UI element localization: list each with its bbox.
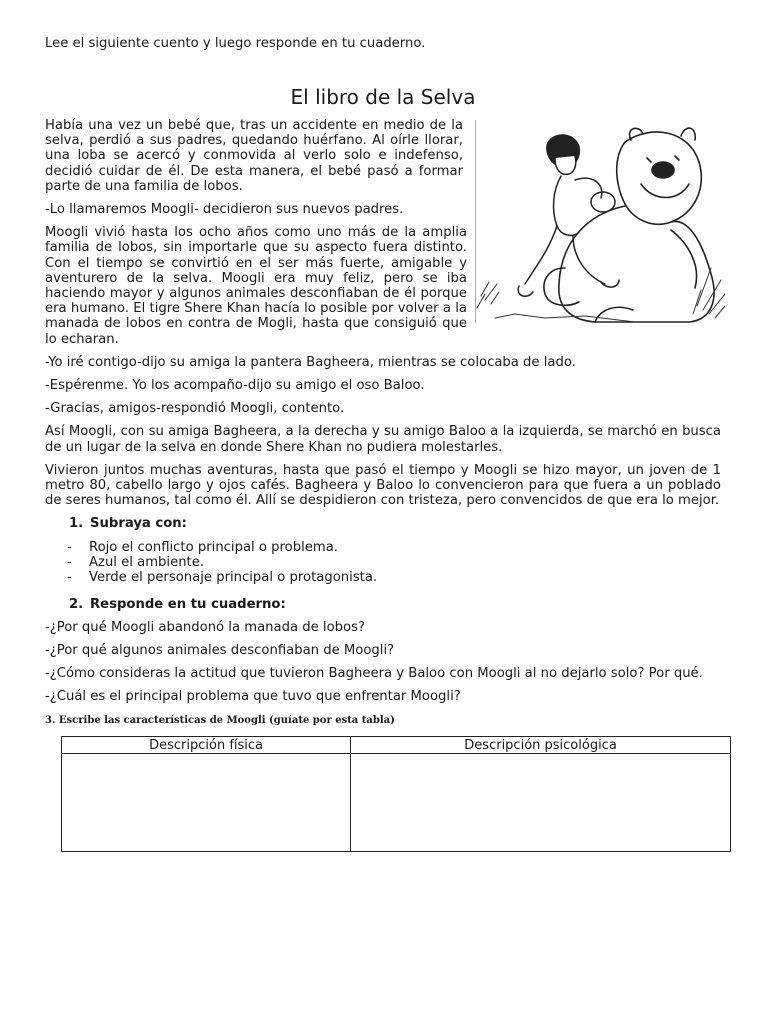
bear-smile (641, 184, 689, 198)
question-item: -¿Cómo consideras la actitud que tuvieron Bagheera y Baloo con Moogli al no dejarlo solo? Por qué. (45, 666, 703, 682)
boy-feet (518, 280, 619, 296)
characteristics-table (61, 736, 731, 852)
column-header-physical: Descripción física (62, 736, 351, 753)
story-paragraph: Vivieron juntos muchas aventuras, hasta que pasó el tiempo y Moogli se hizo mayor, un joven de 1 metro 80, cabello largo y ojos cafés. Bagheera y Baloo lo convencieron para que fuera a un poblado de seres humanos, tal como él. Allí se despidieron con tristeza, pero convencidos de que era lo mejor. (45, 462, 721, 509)
section-2-heading: 2. Responde en tu cuaderno: (69, 596, 286, 612)
story-paragraph: -Gracias, amigos-respondió Moogli, contento. (45, 401, 345, 417)
section-1-list (67, 540, 721, 585)
psychological-answer-cell[interactable] (351, 754, 731, 852)
list-item: - Rojo el conflicto principal o problema. (67, 539, 338, 555)
story-paragraph: -Lo llamaremos Moogli- decidieron sus nuevos padres. (45, 202, 404, 218)
page-title: El libro de la Selva (290, 85, 476, 109)
bear-arm (544, 268, 579, 305)
question-item: -¿Por qué Moogli abandonó la manada de lobos? (45, 619, 365, 635)
section-1 (67, 516, 721, 611)
section-3-heading: 3. Escribe las características de Moogli (guíate por esta tabla) (45, 714, 395, 726)
mowgli-and-baloo-illustration (475, 118, 725, 328)
story-paragraph: Así Moogli, con su amiga Bagheera, a la derecha y su amigo Baloo a la izquierda, se marchó en busca de un lugar de la selva en donde Shere Khan no pudiera molestarles. (45, 424, 721, 455)
bear-nose (652, 162, 674, 178)
column-header-psychological: Descripción psicológica (351, 736, 731, 753)
section-1-number: 1. (69, 516, 84, 532)
section-1-heading: 1. Subraya con: (69, 516, 187, 532)
bear-ear-right (681, 128, 695, 140)
physical-answer-cell[interactable] (62, 754, 351, 852)
story-paragraph: Había una vez un bebé que, tras un accidente en medio de la selva, perdió a sus padres, quedando huérfano. Al oírle llorar, una loba se acercó y conmovida al verlo solo e indefenso, decidió cuidar de él. De esta manera, el bebé pasó a formar parte de una familia de lobos. (45, 118, 463, 194)
story-paragraph: Moogli vivió hasta los ocho años como uno más de la amplia familia de lobos, sin importarle que su aspecto fuera distinto. Con el tiempo se convirtió en el ser más fuerte, amigable y aventurero de la selva. Moogli era muy feliz, pero se iba haciendo mayor y algunos animales desconfiaban de él porque era humano. El tigre Shere Khan hacía lo posible por volver a la manada de lobos en contra de Mogli, hasta que consiguió que lo echaran. (45, 225, 467, 347)
section-2-questions (45, 620, 721, 705)
boy-arm (575, 178, 602, 198)
instruction-text: Lee el siguiente cuento y luego responde en tu cuaderno. (45, 36, 426, 51)
story-paragraph: -Espérenme. Yo los acompaño-dijo su amigo el oso Baloo. (45, 378, 425, 394)
story-paragraph: -Yo iré contigo-dijo su amiga la pantera Bagheera, mientras se colocaba de lado. (45, 354, 576, 370)
boy-face (555, 156, 576, 174)
section-2-number: 2. (69, 596, 84, 612)
list-item: - Verde el personaje principal o protagonista. (67, 569, 378, 585)
bear-arm-right (671, 230, 697, 288)
list-item: - Azul el ambiente. (67, 554, 205, 570)
bear-eyes (647, 156, 679, 162)
story-body (45, 118, 721, 852)
boy-hand-on-bear (591, 192, 615, 212)
question-item: -¿Por qué algunos animales desconfiaban de Moogli? (45, 643, 395, 659)
illustration-drawing (475, 118, 725, 328)
question-item: -¿Cuál es el principal problema que tuvo que enfrentar Moogli? (45, 689, 461, 705)
